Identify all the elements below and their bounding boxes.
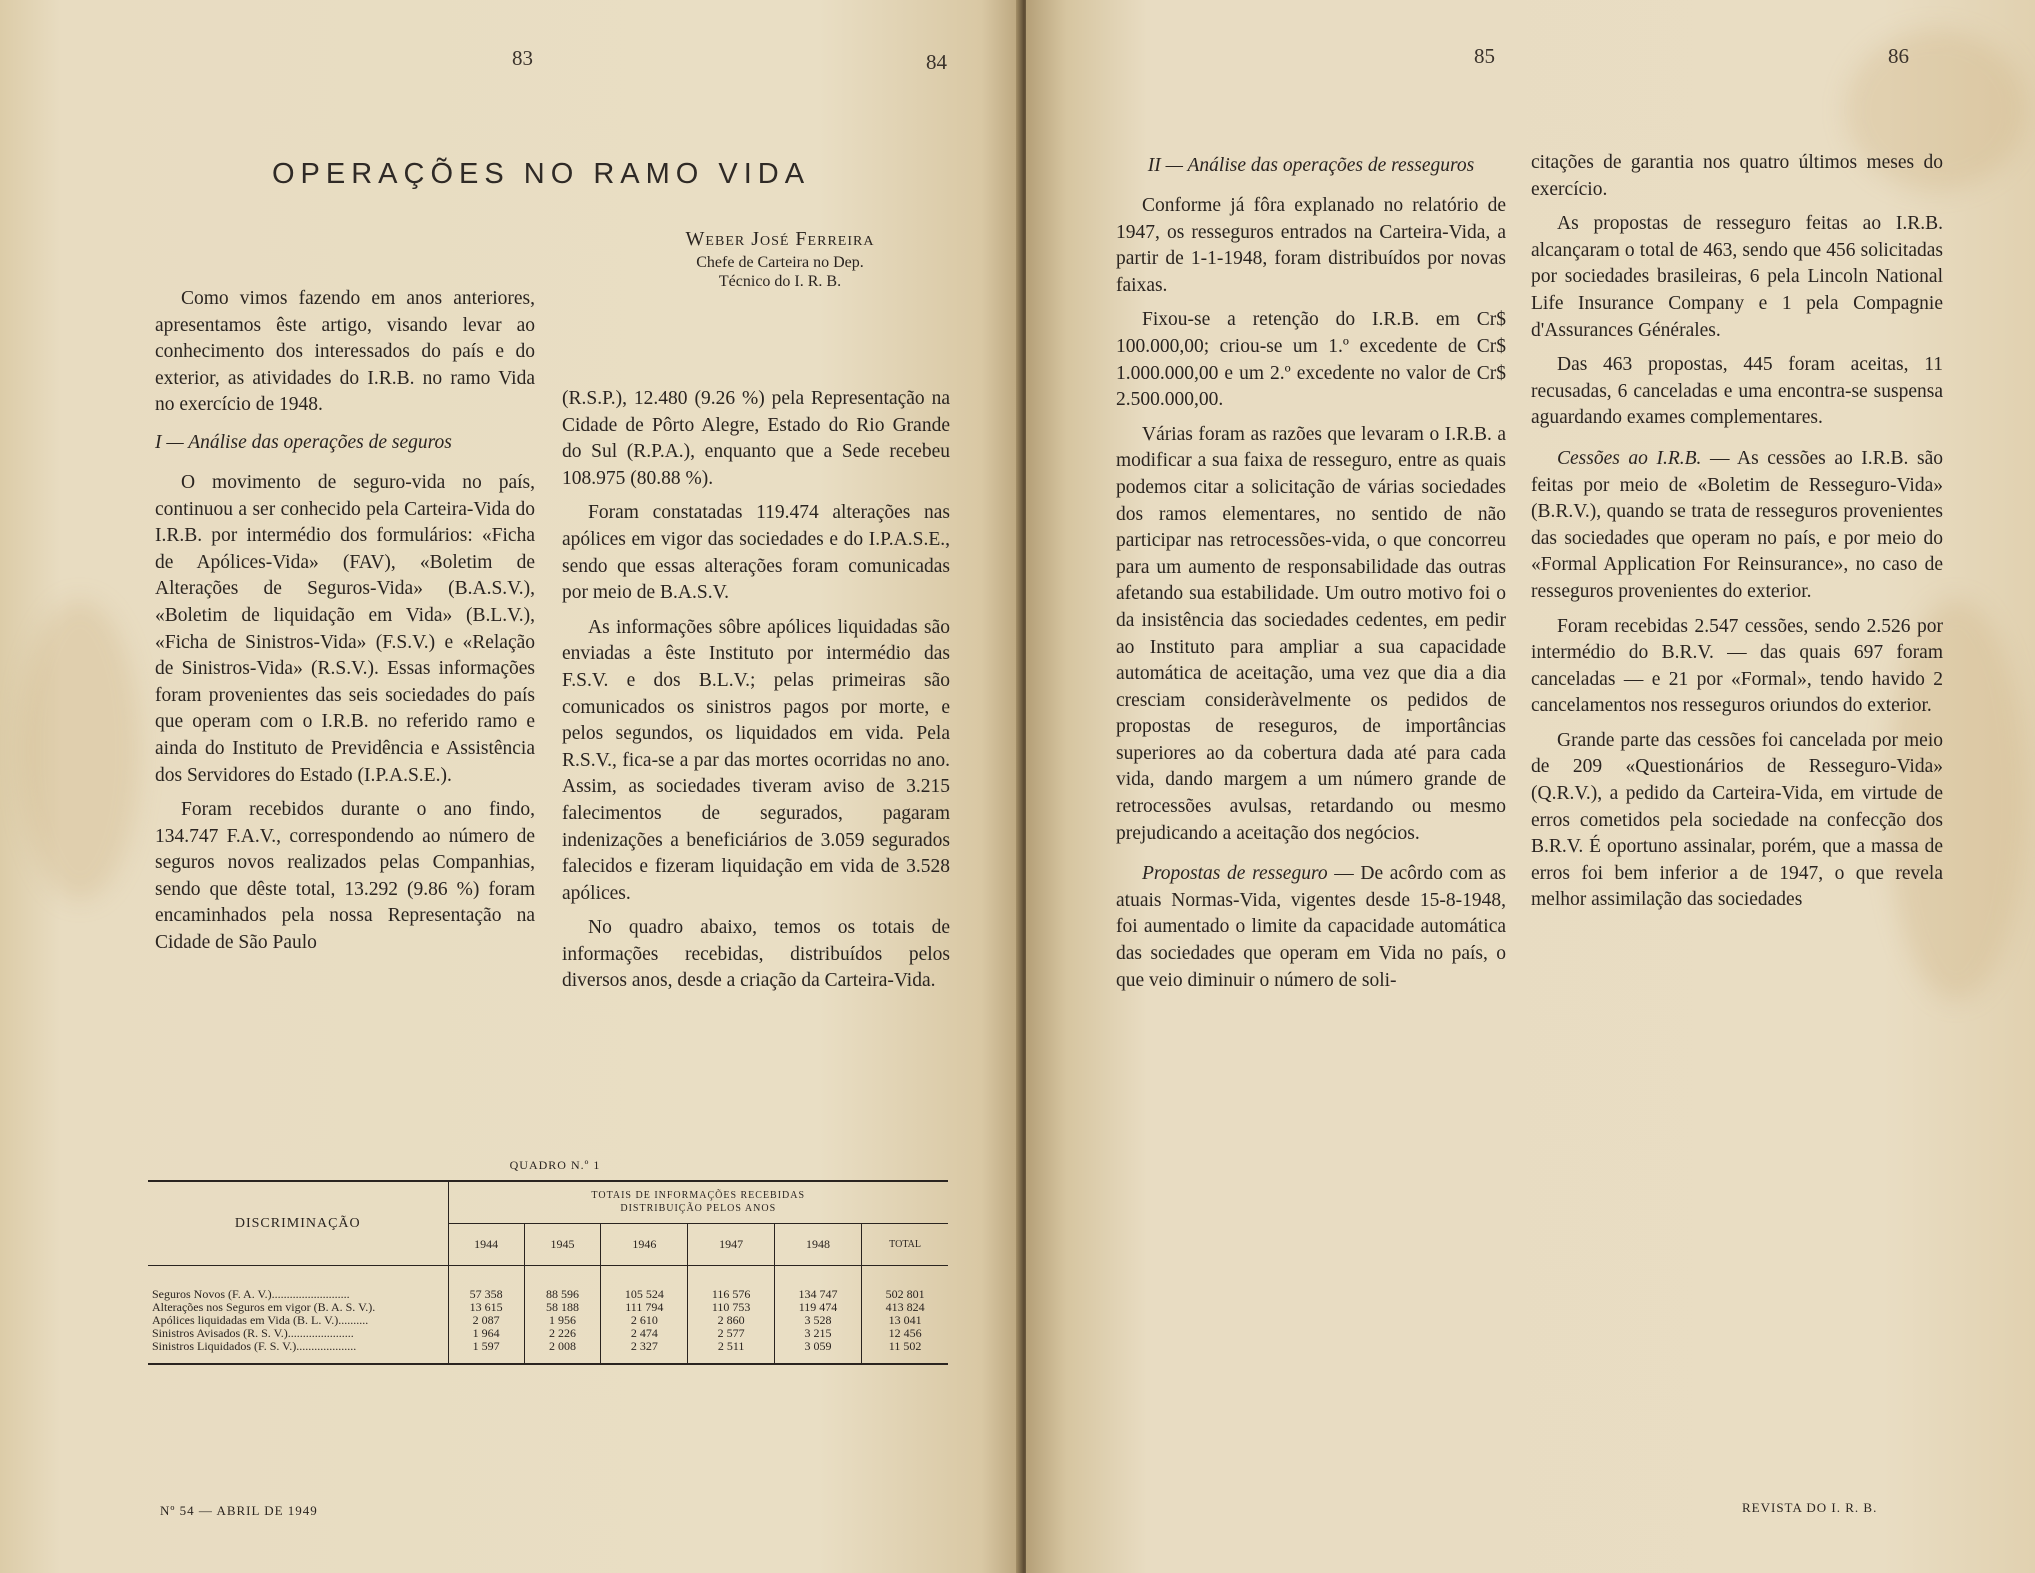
- footer-issue: Nº 54 — ABRIL DE 1949: [160, 1503, 318, 1518]
- cell: 1 956: [524, 1314, 600, 1327]
- cell: 3 528: [774, 1314, 861, 1327]
- paragraph: No quadro abaixo, temos os totais de informações recebidas, distribuídos pelos diversos anos, desde a criação da Carteira-Vida.: [562, 917, 950, 992]
- section-heading: II — Análise das operações de resseguros: [1147, 155, 1475, 176]
- cell: 57 358: [448, 1265, 524, 1301]
- cell: 12 456: [862, 1327, 948, 1340]
- paragraph: Foram constatadas 119.474 alterações nas apólices em vigor das sociedades e do I.P.A.S.E., sendo que essas alterações foram comunicadas por meio de B.A.S.V.: [562, 502, 950, 604]
- cell: 2 474: [601, 1327, 688, 1340]
- article-title: OPERAÇÕES NO RAMO VIDA: [272, 158, 811, 190]
- paragraph-lead: Propostas de resseguro: [1142, 863, 1328, 885]
- paragraph-lead: Cessões ao I.R.B.: [1557, 447, 1702, 469]
- group-header-line-1: TOTAIS DE INFORMAÇÕES RECEBIDAS: [591, 1190, 806, 1202]
- cell: 119 474: [774, 1301, 861, 1314]
- row-label: Alterações nos Seguros em vigor (B. A. S. V.).: [152, 1299, 376, 1314]
- cell: 413 824: [862, 1301, 948, 1314]
- total-header: TOTAL: [862, 1223, 948, 1265]
- cell: 3 059: [774, 1340, 861, 1364]
- paragraph: As informações sôbre apólices liquidadas são enviadas a êste Instituto por intermédio das F.S.V. e dos B.L.V.; pelas primeiras são comunicados os sinistros pagos por morte, e pelos segundos, os liquidados em vida. Pela R.S.V., fica-se a par das mortes ocorridas no ano. Assim, as sociedades tiveram aviso de 3.215 falecimentos de segurados, pagaram indenizações a beneficiários de 3.059 segurados falecidos e fizeram liquidação em vida de 3.528 apólices.: [562, 616, 950, 904]
- cell: 105 524: [601, 1265, 688, 1301]
- cell: 116 576: [688, 1265, 774, 1301]
- cell: 111 794: [601, 1301, 688, 1314]
- cell: 2 860: [688, 1314, 774, 1327]
- author-role-line-2: Técnico do I. R. B.: [718, 273, 842, 290]
- year-header: 1945: [524, 1223, 600, 1265]
- cell: 13 615: [448, 1301, 524, 1314]
- cell: 2 327: [601, 1340, 688, 1364]
- paper-stain: [20, 600, 140, 900]
- page-number-85: 85: [1474, 44, 1495, 68]
- cell: 110 753: [688, 1301, 774, 1314]
- cell: 1 597: [448, 1340, 524, 1364]
- paragraph: [1116, 861, 1506, 994]
- table-row: [148, 1301, 948, 1314]
- cell: 2 577: [688, 1327, 774, 1340]
- group-header-line-2: DISTRIBUIÇÃO PELOS ANOS: [620, 1203, 777, 1215]
- cell: 13 041: [862, 1314, 948, 1327]
- cell: 2 226: [524, 1327, 600, 1340]
- section-heading: I — Análise das operações de seguros: [155, 431, 452, 453]
- row-label: Sinistros Liquidados (F. S. V.)....................: [152, 1338, 357, 1353]
- quadro-table: [148, 1180, 948, 1365]
- page-number-84: 84: [926, 50, 947, 74]
- author-role-line-1: Chefe de Carteira no Dep.: [696, 254, 864, 271]
- page-number-83: 83: [512, 46, 533, 70]
- paragraph: O movimento de seguro-vida no país, continuou a ser conhecido pela Carteira-Vida do I.R.B. por intermédio dos formulários: «Ficha de Apólices-Vida» (FAV), «Boletim de Alterações de Seguros-Vida» (B.A.S.V.), «Boletim de liquidação em Vida» (B.L.V.), «Ficha de Sinistros-Vida» (F.S.V.) e «Relação de Sinistros-Vida» (R.S.V.). Essas informações foram provenientes das seis sociedades do país que operam com o I.R.B. no referido ramo e ainda do Instituto de Previdência e Assistência dos Servidores do Estado (I.P.A.S.E.).: [155, 471, 535, 786]
- paragraph: (R.S.P.), 12.480 (9.26 %) pela Representação na Cidade de Pôrto Alegre, Estado do Rio Grande do Sul (R.P.A.), enquanto que a Sede recebeu 108.975 (80.88 %).: [562, 388, 950, 489]
- paragraph: [1531, 446, 1943, 606]
- author-block: [650, 230, 910, 291]
- cell: 2 087: [448, 1314, 524, 1327]
- column-1: [155, 286, 535, 965]
- column-3: [1116, 150, 1506, 1002]
- cell: 134 747: [774, 1265, 861, 1301]
- table-caption: QUADRO N.º 1: [509, 1158, 601, 1172]
- table-row: [148, 1327, 948, 1340]
- footer-magazine: REVISTA DO I. R. B.: [1742, 1500, 1878, 1515]
- cell: 502 801: [862, 1265, 948, 1301]
- paragraph: Fixou-se a retenção do I.R.B. em Cr$ 100.000,00; criou-se um 1.º excedente de Cr$ 1.000.000,00 e um 2.º excedente no valor de Cr$ 2.500.000,00.: [1116, 309, 1506, 411]
- cell: 2 610: [601, 1314, 688, 1327]
- right-page: [1026, 0, 2035, 1573]
- paragraph: Foram recebidos durante o ano findo, 134.747 F.A.V., correspondendo ao número de seguros novos realizados pelas Companhias, sendo que dêste total, 13.292 (9.86 %) foram encaminhados pela nossa Representação na Cidade de São Paulo: [155, 799, 535, 954]
- paragraph: Várias foram as razões que levaram o I.R.B. a modificar a sua faixa de resseguro, entre as quais podemos citar a solicitação de várias sociedades dos ramos elementares, no sentido de não participar nas retrocessões-vida, o que concorreu para um aumento de responsabilidade das outras afetando sua estabilidade. Um outro motivo foi o da insistência das sociedades cedentes, em pedir ao Instituto para ampliar a sua capacidade automática de aceitação, uma vez que dia a dia cresciam consideràvelmente os pedidos de propostas de reseguros, de importâncias superiores ao da cobertura dada até para cada vida, dando margem a um número grande de retrocessões avulsas, retardando ou mesmo prejudicando a aceitação dos negócios.: [1116, 423, 1506, 844]
- paragraph: Das 463 propostas, 445 foram aceitas, 11 recusadas, 6 canceladas e uma encontra-se suspensa aguardando exames complementares.: [1531, 354, 1943, 429]
- header-discriminacao: DISCRIMINAÇÃO: [148, 1181, 448, 1265]
- table-row: [148, 1314, 948, 1327]
- group-header: [448, 1181, 948, 1223]
- year-header: 1947: [688, 1223, 774, 1265]
- column-4: [1531, 150, 1943, 922]
- year-header: 1948: [774, 1223, 861, 1265]
- cell: 3 215: [774, 1327, 861, 1340]
- table-row: [148, 1265, 948, 1301]
- paragraph-body: — As cessões ao I.R.B. são feitas por meio de «Boletim de Resseguro-Vida» (B.R.V.), quando se trata de resseguros provenientes das sociedades que operam no país, e por meio do «Formal Application For Reinsurance», no caso de resseguros provenientes do exterior.: [1531, 447, 1944, 602]
- table-header-row: [148, 1181, 948, 1223]
- paragraph: Foram recebidas 2.547 cessões, sendo 2.526 por intermédio do B.R.V. — das quais 697 foram canceladas — e 21 por «Formal», tendo havido 2 cancelamentos nos resseguros oriundos do exterior.: [1531, 615, 1943, 717]
- cell: 58 188: [524, 1301, 600, 1314]
- cell: 1 964: [448, 1327, 524, 1340]
- row-label: Apólices liquidadas em Vida (B. L. V.)..........: [152, 1312, 369, 1327]
- cell: 11 502: [862, 1340, 948, 1364]
- row-label: Sinistros Avisados (R. S. V.)......................: [152, 1325, 354, 1340]
- author-name: Weber José Ferreira: [685, 228, 875, 250]
- page-number-86: 86: [1888, 44, 1909, 68]
- column-2: [562, 386, 950, 1003]
- row-label: Seguros Novos (F. A. V.)..........................: [152, 1286, 350, 1301]
- paragraph: citações de garantia nos quatro últimos meses do exercício.: [1531, 152, 1943, 200]
- paragraph: Conforme já fôra explanado no relatório de 1947, os resseguros entrados na Carteira-Vida, a partir de 1-1-1948, foram distribuídos por novas faixas.: [1116, 195, 1506, 296]
- cell: 2 511: [688, 1340, 774, 1364]
- table-row: [148, 1340, 948, 1364]
- cell: 88 596: [524, 1265, 600, 1301]
- paragraph: Grande parte das cessões foi cancelada por meio de 209 «Questionários de Resseguro-Vida» (Q.R.V.), a pedido da Carteira-Vida, em virtude de erros cometidos pela sociedade na confecção dos B.R.V. É oportuno assinalar, porém, que a massa de erros foi bem inferior a de 1947, o que revela melhor assimilação das sociedades: [1531, 729, 1943, 911]
- year-header: 1944: [448, 1223, 524, 1265]
- paragraph: Como vimos fazendo em anos anteriores, apresentamos êste artigo, visando levar ao conhecimento dos interessados do país e do exterior, as atividades do I.R.B. no ramo Vida no exercício de 1948.: [155, 288, 535, 416]
- year-header: 1946: [601, 1223, 688, 1265]
- paragraph: As propostas de resseguro feitas ao I.R.B. alcançaram o total de 463, sendo que 456 solicitadas por sociedades brasileiras, 6 pela Lincoln National Life Insurance Company e 1 pela Compagnie d'Assurances Générales.: [1531, 213, 1943, 341]
- paragraph-body: — De acôrdo com as atuais Normas-Vida, vigentes desde 15-8-1948, foi aumentado o limite da capacidade automática das sociedades que operam em Vida no país, o que veio diminuir o número de soli-: [1116, 863, 1507, 991]
- cell: 2 008: [524, 1340, 600, 1364]
